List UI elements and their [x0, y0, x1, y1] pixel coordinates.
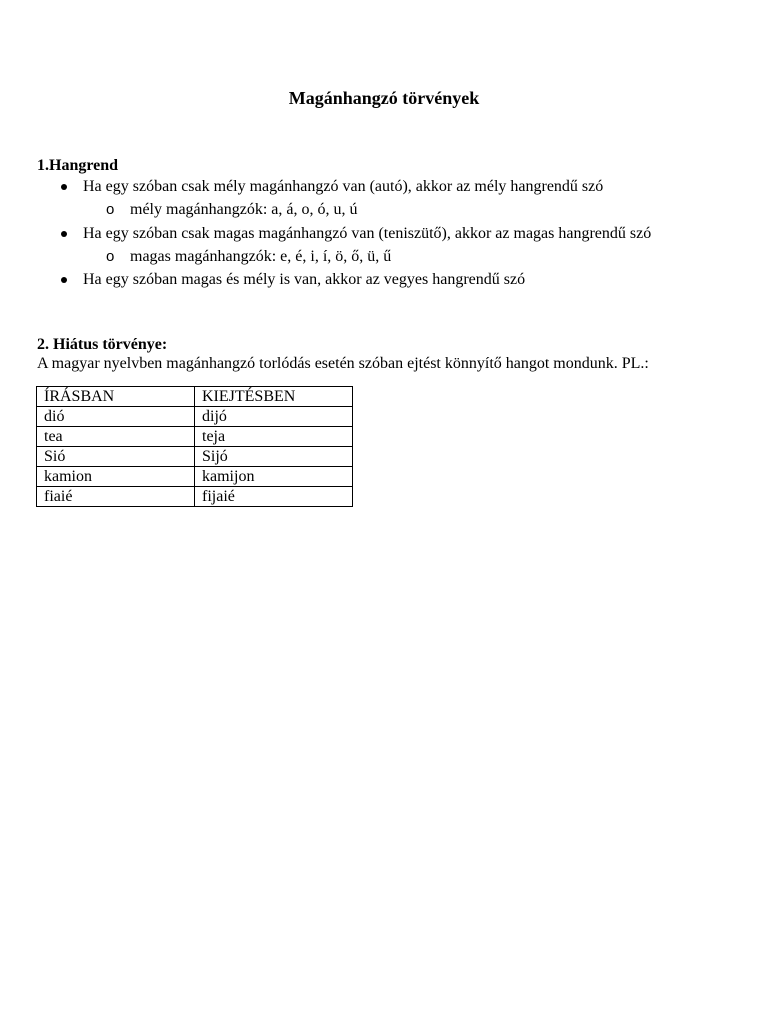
- bullet-marker: [61, 231, 67, 237]
- pronunciation-table: [36, 386, 353, 507]
- table-cell: Sijó: [195, 447, 353, 467]
- table-row: [37, 467, 353, 487]
- document-title: Magánhangzó törvények: [288, 88, 480, 108]
- bullet-item-mely: Ha egy szóban csak mély magánhangzó van (autó), akkor az mély hangrendű szó: [83, 178, 604, 195]
- table-cell: teja: [195, 427, 353, 447]
- table-row: [37, 427, 353, 447]
- table-row: [37, 487, 353, 507]
- sub-bullet-marker: o: [106, 248, 115, 265]
- bullet-marker: [61, 277, 67, 283]
- hiatus-intro-text: A magyar nyelvben magánhangzó torlódás esetén szóban ejtést könnyítő hangot mondunk. PL.:: [37, 355, 649, 372]
- sub-item-mely-vowels: mély magánhangzók: a, á, o, ó, u, ú: [130, 201, 358, 218]
- table-cell: kamion: [37, 467, 195, 487]
- bullet-item-magas: Ha egy szóban csak magas magánhangzó van (teniszütő), akkor az magas hangrendű szó: [83, 225, 652, 242]
- sub-item-magas-vowels: magas magánhangzók: e, é, i, í, ö, ő, ü, ű: [130, 248, 392, 265]
- column-header-writing: ÍRÁSBAN: [37, 387, 195, 407]
- bullet-marker: [61, 184, 67, 190]
- bullet-item-vegyes: Ha egy szóban magas és mély is van, akkor az vegyes hangrendű szó: [83, 271, 526, 288]
- section-heading-hiatus: 2. Hiátus törvénye:: [37, 336, 168, 353]
- table-row: [37, 407, 353, 427]
- table-cell: dijó: [195, 407, 353, 427]
- table-cell: kamijon: [195, 467, 353, 487]
- sub-bullet-marker: o: [106, 201, 115, 218]
- column-header-pronunciation: KIEJTÉSBEN: [195, 387, 353, 407]
- section-heading-hangrend: 1.Hangrend: [37, 157, 119, 174]
- table-row: [37, 447, 353, 467]
- table-cell: dió: [37, 407, 195, 427]
- table-cell: fijaié: [195, 487, 353, 507]
- table-header-row: [37, 387, 353, 407]
- table-cell: tea: [37, 427, 195, 447]
- table-cell: fiaié: [37, 487, 195, 507]
- table-cell: Sió: [37, 447, 195, 467]
